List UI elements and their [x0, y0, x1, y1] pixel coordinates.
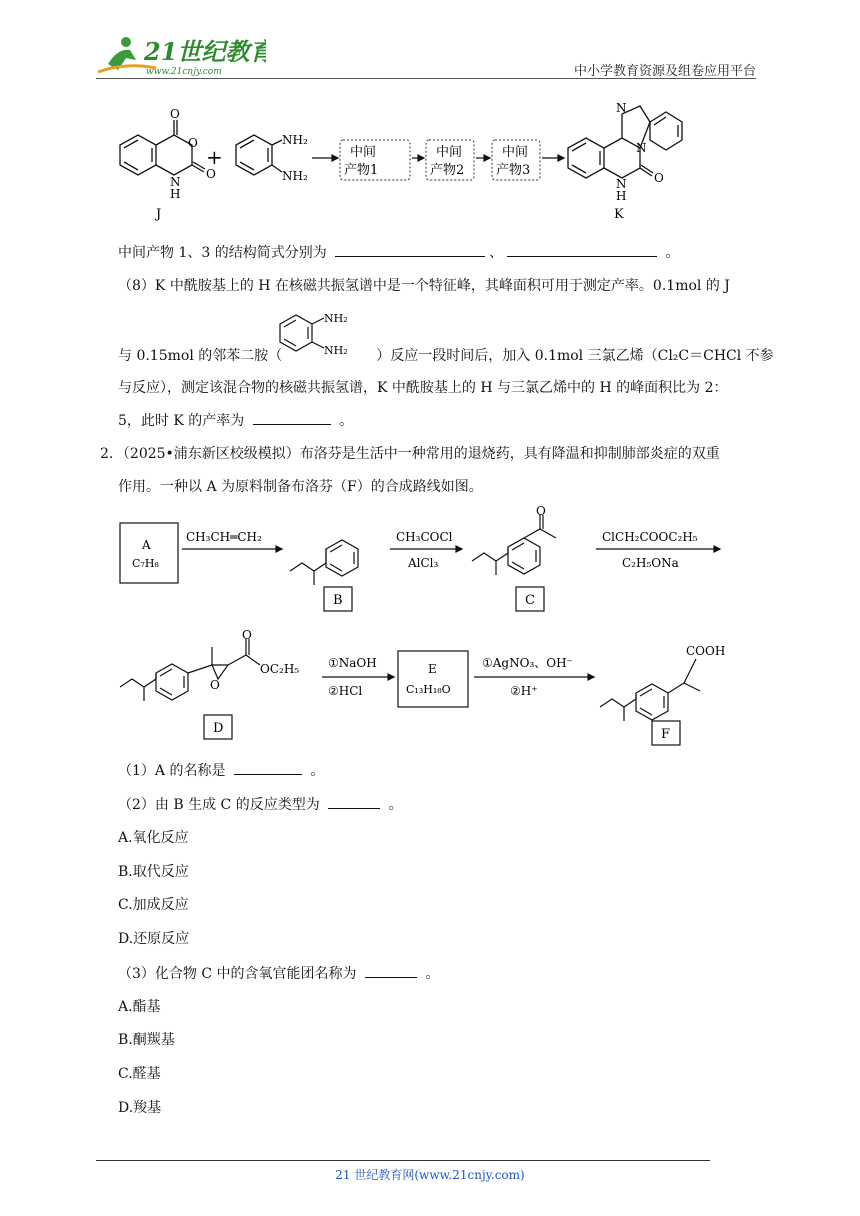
box-a-formula: C₇H₈	[132, 557, 159, 570]
sub3-end: 。	[425, 966, 440, 982]
reagent-3-bottom: C₂H₅ONa	[622, 556, 679, 570]
reaction-scheme-2-row1	[110, 505, 730, 615]
q8-line4: 5，此时 K 的产率为	[118, 413, 245, 429]
sub2-text: （2）由 B 生成 C 的反应类型为	[118, 797, 320, 813]
sub1-line	[118, 760, 324, 781]
nh2-bottom: NH₂	[282, 169, 308, 183]
nh2-top: NH₂	[282, 133, 308, 147]
sub1-answer-blank[interactable]	[234, 760, 302, 775]
q8-line3: 与反应），测定该混合物的核磁共振氢谱，K 中酰胺基上的 H 与三氯乙烯中的 H 的峰面积比为 2：	[118, 380, 728, 396]
logo-main-text: 21世纪教育	[144, 37, 266, 66]
sub2-option-b[interactable]: B.取代反应	[118, 864, 189, 880]
reagent-5-top: ①AgNO₃、OH⁻	[482, 656, 573, 670]
sub2-end: 。	[388, 797, 403, 813]
j-n: N	[170, 175, 181, 189]
q8-line1: （8）K 中酰胺基上的 H 在核磁共振氢谱中是一个特征峰，其峰面积可用于测定产率。0.1mol 的 J	[118, 278, 730, 294]
k-n-top: N	[616, 101, 627, 115]
box1-line2: 产物1	[344, 163, 379, 178]
sub3-answer-blank[interactable]	[365, 963, 417, 978]
k-n-ring: N	[636, 141, 647, 155]
j-o-ring: O	[188, 136, 198, 150]
q8-line2b: ）反应一段时间后，加入 0.1mol 三氯乙烯（Cl₂C＝CHCl 不参	[376, 348, 774, 364]
compound-j-label: J	[156, 207, 162, 222]
q2-line1: 2．（2025•浦东新区校级模拟）布洛芬是生活中一种常用的退烧药，具有降温和抑制肺部炎症的双重	[100, 446, 720, 462]
sub3-option-d[interactable]: D.羧基	[118, 1100, 162, 1116]
j-o-top: O	[170, 107, 180, 121]
platform-name: 中小学教育资源及组卷应用平台	[573, 64, 756, 79]
f-cooh: COOH	[686, 644, 726, 658]
reagent-1: CH₃CH═CH₂	[186, 530, 262, 544]
q8-answer-blank[interactable]	[253, 410, 331, 425]
footer-divider	[96, 1160, 710, 1161]
plus-sign: +	[206, 145, 223, 169]
footer-link[interactable]: 21 世纪教育网(www.21cnjy.com)	[335, 1168, 525, 1182]
logo-url-text: www.21cnjy.com	[146, 67, 222, 77]
k-n-amide: N	[616, 177, 627, 191]
reagent-4-bottom: ②HCl	[328, 684, 363, 698]
sub2-answer-blank[interactable]	[328, 794, 380, 809]
d-o-carbonyl: O	[242, 628, 252, 642]
box-f-label: F	[661, 727, 671, 742]
sub1-end: 。	[310, 763, 325, 779]
j-h: H	[170, 187, 181, 201]
reaction-scheme-1	[100, 100, 700, 230]
reagent-2-top: CH₃COCl	[396, 530, 453, 544]
k-o: O	[654, 171, 664, 185]
d-ester-group: OC₂H₅	[260, 662, 300, 676]
q8-line4-row	[118, 410, 353, 431]
d-o-epoxide: O	[210, 678, 220, 692]
sub1-text: （1）A 的名称是	[118, 763, 226, 779]
box-e-formula: C₁₃H₁₈O	[406, 683, 451, 696]
q8-line2	[118, 346, 774, 366]
box-c-label: C	[525, 593, 535, 608]
inline-nh2-bottom: NH₂	[324, 344, 348, 357]
q8-end: 。	[339, 413, 354, 429]
box-b-label: B	[333, 593, 343, 608]
q7-answer-blank-2[interactable]	[507, 242, 657, 257]
j-o-carbonyl: O	[206, 167, 216, 181]
sub3-text: （3）化合物 C 中的含氧官能团名称为	[118, 966, 357, 982]
q2-line2: 作用。一种以 A 为原料制备布洛芬（F）的合成路线如图。	[118, 479, 483, 495]
sub3-option-a[interactable]: A.酯基	[118, 999, 161, 1015]
reagent-4-top: ①NaOH	[328, 656, 377, 670]
q7-line	[118, 242, 680, 263]
sub2-option-d[interactable]: D.还原反应	[118, 931, 190, 947]
q8-line2a: 与 0.15mol 的邻苯二胺（	[118, 348, 283, 364]
reagent-3-top: ClCH₂COOC₂H₅	[602, 530, 698, 544]
box-e-label: E	[428, 662, 437, 676]
header-divider	[96, 78, 756, 79]
sub2-option-c[interactable]: C.加成反应	[118, 897, 189, 913]
c-carbonyl-o: O	[536, 505, 546, 518]
inline-nh2-top: NH₂	[324, 312, 348, 325]
box3-line1: 中间	[502, 145, 529, 160]
box3-line2: 产物3	[496, 163, 531, 178]
reagent-5-bottom: ②H⁺	[510, 684, 538, 698]
q7-text: 中间产物 1、3 的结构简式分别为	[118, 245, 327, 261]
sub3-option-c[interactable]: C.醛基	[118, 1066, 161, 1082]
sub2-line	[118, 794, 403, 815]
site-logo	[96, 34, 266, 80]
box2-line1: 中间	[436, 145, 463, 160]
reagent-2-bottom: AlCl₃	[408, 556, 439, 570]
q7-answer-blank-1[interactable]	[335, 242, 485, 257]
reaction-scheme-2-row2	[110, 625, 750, 750]
q7-end: 。	[665, 245, 680, 261]
sub3-line	[118, 963, 439, 984]
o-phenylenediamine-inline	[268, 302, 368, 362]
sub3-option-b[interactable]: B.酮羰基	[118, 1032, 175, 1048]
k-h: H	[616, 189, 627, 203]
box2-line2: 产物2	[430, 163, 465, 178]
q7-sep: 、	[489, 245, 504, 261]
sub2-option-a[interactable]: A.氧化反应	[118, 830, 189, 846]
box-a-label: A	[142, 538, 151, 552]
box1-line1: 中间	[350, 145, 377, 160]
box-d-label: D	[213, 721, 224, 736]
compound-k-label: K	[614, 207, 624, 222]
